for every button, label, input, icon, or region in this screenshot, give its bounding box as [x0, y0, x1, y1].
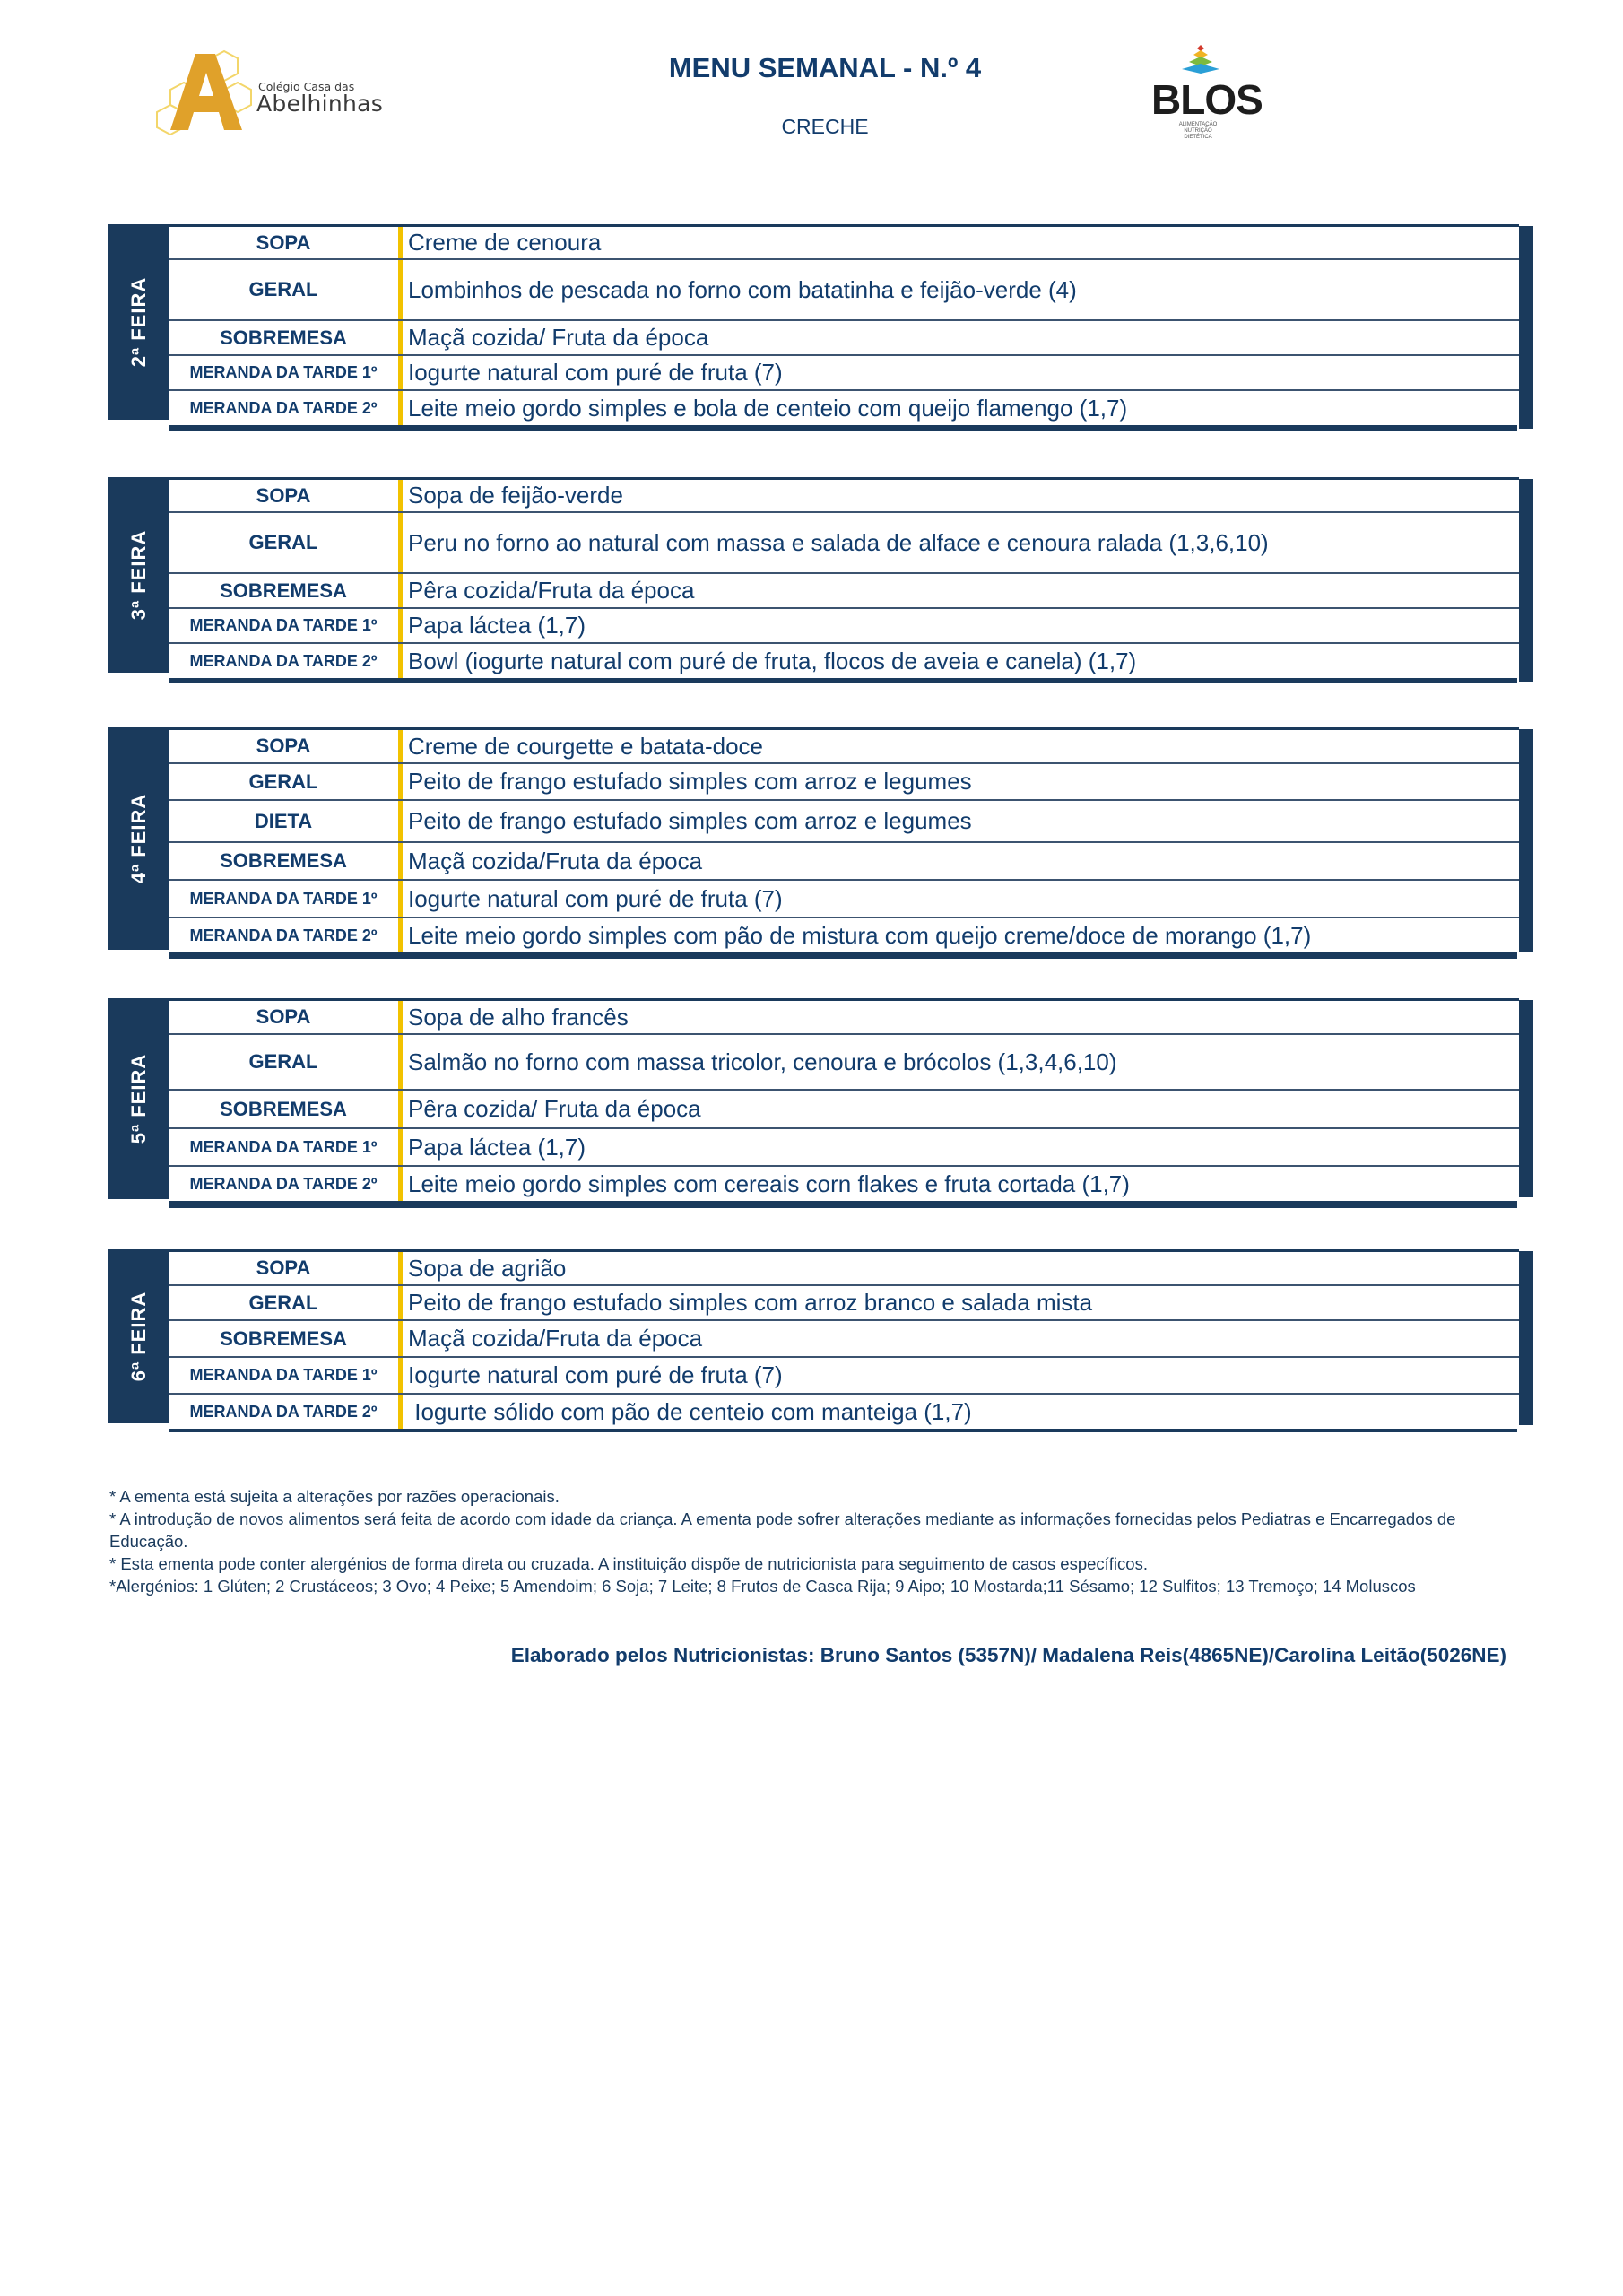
table-row [169, 1395, 1519, 1429]
meal-value: Sopa de agrião [408, 1254, 567, 1282]
block-shadow [1519, 1000, 1533, 1197]
table-row [169, 730, 1519, 764]
partner-logo [1148, 43, 1263, 151]
meal-value: Peito de frango estufado simples com arroz branco e salada mista [408, 1289, 1093, 1316]
tagline-line: NUTRIÇÃO [1184, 128, 1212, 134]
pyramid-icon [1178, 43, 1223, 74]
meal-value: Leite meio gordo simples com cereais corn flakes e fruta cortada (1,7) [408, 1170, 1130, 1197]
day-label-panel [108, 477, 170, 673]
meal-value: Sopa de feijão-verde [408, 482, 623, 509]
meal-value: Sopa de alho francês [408, 1003, 629, 1031]
table-row [169, 1035, 1519, 1091]
menu-table [169, 1249, 1519, 1429]
meal-label: SOPA [256, 483, 311, 507]
table-row [169, 1091, 1519, 1129]
meal-value: Peito de frango estufado simples com arroz e legumes [408, 768, 972, 795]
day-label: 6ª FEIRA [127, 1291, 150, 1382]
meal-value: Maçã cozida/Fruta da época [408, 847, 703, 874]
meal-label: MERANDA DA TARDE 2º [189, 926, 378, 944]
meal-value: Papa láctea (1,7) [408, 1133, 586, 1161]
meal-label: MERANDA DA TARDE 1º [189, 889, 378, 908]
meal-value: Salmão no forno com massa tricolor, cenoura e brócolos (1,3,4,6,10) [408, 1048, 1117, 1075]
meal-value: Iogurte natural com puré de fruta (7) [408, 1361, 783, 1388]
menu-table [169, 224, 1519, 425]
meal-value: Papa láctea (1,7) [408, 612, 586, 639]
meal-label: SOBREMESA [220, 849, 347, 872]
day-label-panel [108, 1249, 170, 1423]
block-shadow [1519, 729, 1533, 952]
school-logo-line1: Colégio Casa das [258, 80, 355, 93]
footnote: * A introdução de novos alimentos será feita de acordo com idade da criança. A ementa pode sofrer alterações mediante as informações fornecidas pelos Pediatras e Encarregados de Educação. [109, 1509, 1456, 1551]
meal-label: SOBREMESA [220, 578, 347, 602]
block-shadow [1519, 479, 1533, 682]
meal-label: GERAL [248, 1291, 318, 1314]
table-row [169, 644, 1519, 678]
table-row [169, 260, 1519, 321]
footnote-allergens: *Alergénios: 1 Glúten; 2 Crustáceos; 3 Ovo; 4 Peixe; 5 Amendoim; 6 Soja; 7 Leite; 8 Frutos de Casca Rija; 9 Aipo; 10 Mostarda;11 Sésamo; 12 Sulfitos; 13 Tremoço; 14 Moluscos [109, 1577, 1416, 1596]
day-label-panel [108, 998, 170, 1199]
meal-value: Creme de cenoura [408, 229, 602, 256]
table-row [169, 391, 1519, 425]
table-row [169, 321, 1519, 356]
table-row [169, 1358, 1519, 1395]
meal-label: MERANDA DA TARDE 2º [189, 398, 378, 417]
nutritionists-signature: Elaborado pelos Nutricionistas: Bruno Santos (5357N)/ Madalena Reis(4865NE)/Carolina Leitão(5026NE) [510, 1644, 1506, 1666]
day-block-tuesday [108, 477, 1533, 683]
table-row [169, 1286, 1519, 1321]
menu-table [169, 727, 1519, 952]
table-row [169, 1167, 1519, 1201]
meal-value: Creme de courgette e batata-doce [408, 732, 764, 760]
day-label: 3ª FEIRA [127, 529, 150, 621]
table-row [169, 356, 1519, 391]
page-title: MENU SEMANAL - N.º 4 [668, 52, 982, 83]
table-row [169, 1321, 1519, 1358]
meal-label: MERANDA DA TARDE 1º [189, 1137, 378, 1156]
table-row [169, 881, 1519, 918]
meal-label: SOPA [256, 230, 311, 254]
honeycomb-a-icon [152, 49, 256, 135]
meal-value: Peru no forno ao natural com massa e salada de alface e cenoura ralada (1,3,6,10) [408, 528, 1269, 556]
day-block-wednesday [108, 727, 1533, 961]
table-row [169, 801, 1519, 843]
meal-value: Pêra cozida/ Fruta da época [408, 1095, 701, 1122]
table-row [169, 764, 1519, 801]
day-label: 5ª FEIRA [127, 1053, 150, 1144]
meal-label: SOPA [256, 1005, 311, 1028]
meal-value: Maçã cozida/ Fruta da época [408, 324, 709, 351]
meal-label: MERANDA DA TARDE 1º [189, 363, 378, 381]
day-block-friday [108, 1249, 1533, 1434]
meal-label: GERAL [248, 770, 318, 793]
meal-value: Maçã cozida/Fruta da época [408, 1325, 703, 1352]
meal-value: Peito de frango estufado simples com arroz e legumes [408, 807, 972, 834]
meal-value: Iogurte sólido com pão de centeio com manteiga (1,7) [408, 1397, 972, 1425]
meal-label: MERANDA DA TARDE 2º [189, 1174, 378, 1193]
table-row [169, 609, 1519, 644]
footnote: * A ementa está sujeita a alterações por razões operacionais. [109, 1487, 560, 1506]
school-logo-line2: Abelhinhas [256, 91, 384, 117]
table-row [169, 843, 1519, 881]
meal-value: Pêra cozida/Fruta da época [408, 577, 695, 604]
meal-label: GERAL [248, 531, 318, 553]
tagline-line: ALIMENTAÇÃO [1178, 122, 1218, 127]
day-label: 2ª FEIRA [127, 276, 150, 368]
partner-logo-name: BLOS [1151, 76, 1263, 123]
meal-label: GERAL [248, 1050, 318, 1073]
meal-label: MERANDA DA TARDE 2º [189, 1402, 378, 1421]
meal-value: Leite meio gordo simples e bola de centeio com queijo flamengo (1,7) [408, 394, 1128, 422]
meal-label: SOBREMESA [220, 1097, 347, 1120]
meal-value: Iogurte natural com puré de fruta (7) [408, 884, 783, 912]
block-shadow [1519, 1251, 1533, 1425]
tagline-line: DIETÉTICA [1184, 135, 1212, 140]
meal-label: DIETA [254, 809, 313, 832]
meal-label: MERANDA DA TARDE 1º [189, 616, 378, 634]
day-label-panel [108, 224, 170, 420]
meal-value: Bowl (iogurte natural com puré de fruta, flocos de aveia e canela) (1,7) [408, 647, 1137, 674]
partner-logo-tagline [1171, 122, 1225, 144]
meal-label: SOBREMESA [220, 326, 347, 349]
meal-label: GERAL [248, 278, 318, 300]
day-label-panel [108, 727, 170, 950]
block-shadow [1519, 226, 1533, 429]
table-row [169, 574, 1519, 609]
day-block-monday [108, 224, 1533, 430]
meal-value: Lombinhos de pescada no forno com batatinha e feijão-verde (4) [408, 275, 1077, 303]
menu-table [169, 998, 1519, 1201]
day-label: 4ª FEIRA [127, 793, 150, 884]
meal-label: MERANDA DA TARDE 2º [189, 651, 378, 670]
footnote: * Esta ementa pode conter alergénios de forma direta ou cruzada. A instituição dispõe de nutricionista para seguimento de casos específicos. [109, 1554, 1148, 1573]
table-row [169, 918, 1519, 952]
table-row [169, 227, 1519, 260]
meal-label: SOPA [256, 735, 311, 757]
table-row [169, 480, 1519, 513]
meal-value: Iogurte natural com puré de fruta (7) [408, 359, 783, 386]
table-row [169, 513, 1519, 574]
meal-label: SOPA [256, 1257, 311, 1279]
meal-value: Leite meio gordo simples com pão de mistura com queijo creme/doce de morango (1,7) [408, 921, 1312, 949]
meal-label: SOBREMESA [220, 1326, 347, 1350]
table-row [169, 1252, 1519, 1286]
table-row [169, 1001, 1519, 1035]
menu-table [169, 477, 1519, 678]
day-block-thursday [108, 998, 1533, 1210]
meal-label: MERANDA DA TARDE 1º [189, 1366, 378, 1384]
table-row [169, 1129, 1519, 1167]
page-subtitle: CRECHE [781, 115, 869, 138]
school-logo [152, 49, 395, 135]
footnotes [109, 1485, 1508, 1597]
